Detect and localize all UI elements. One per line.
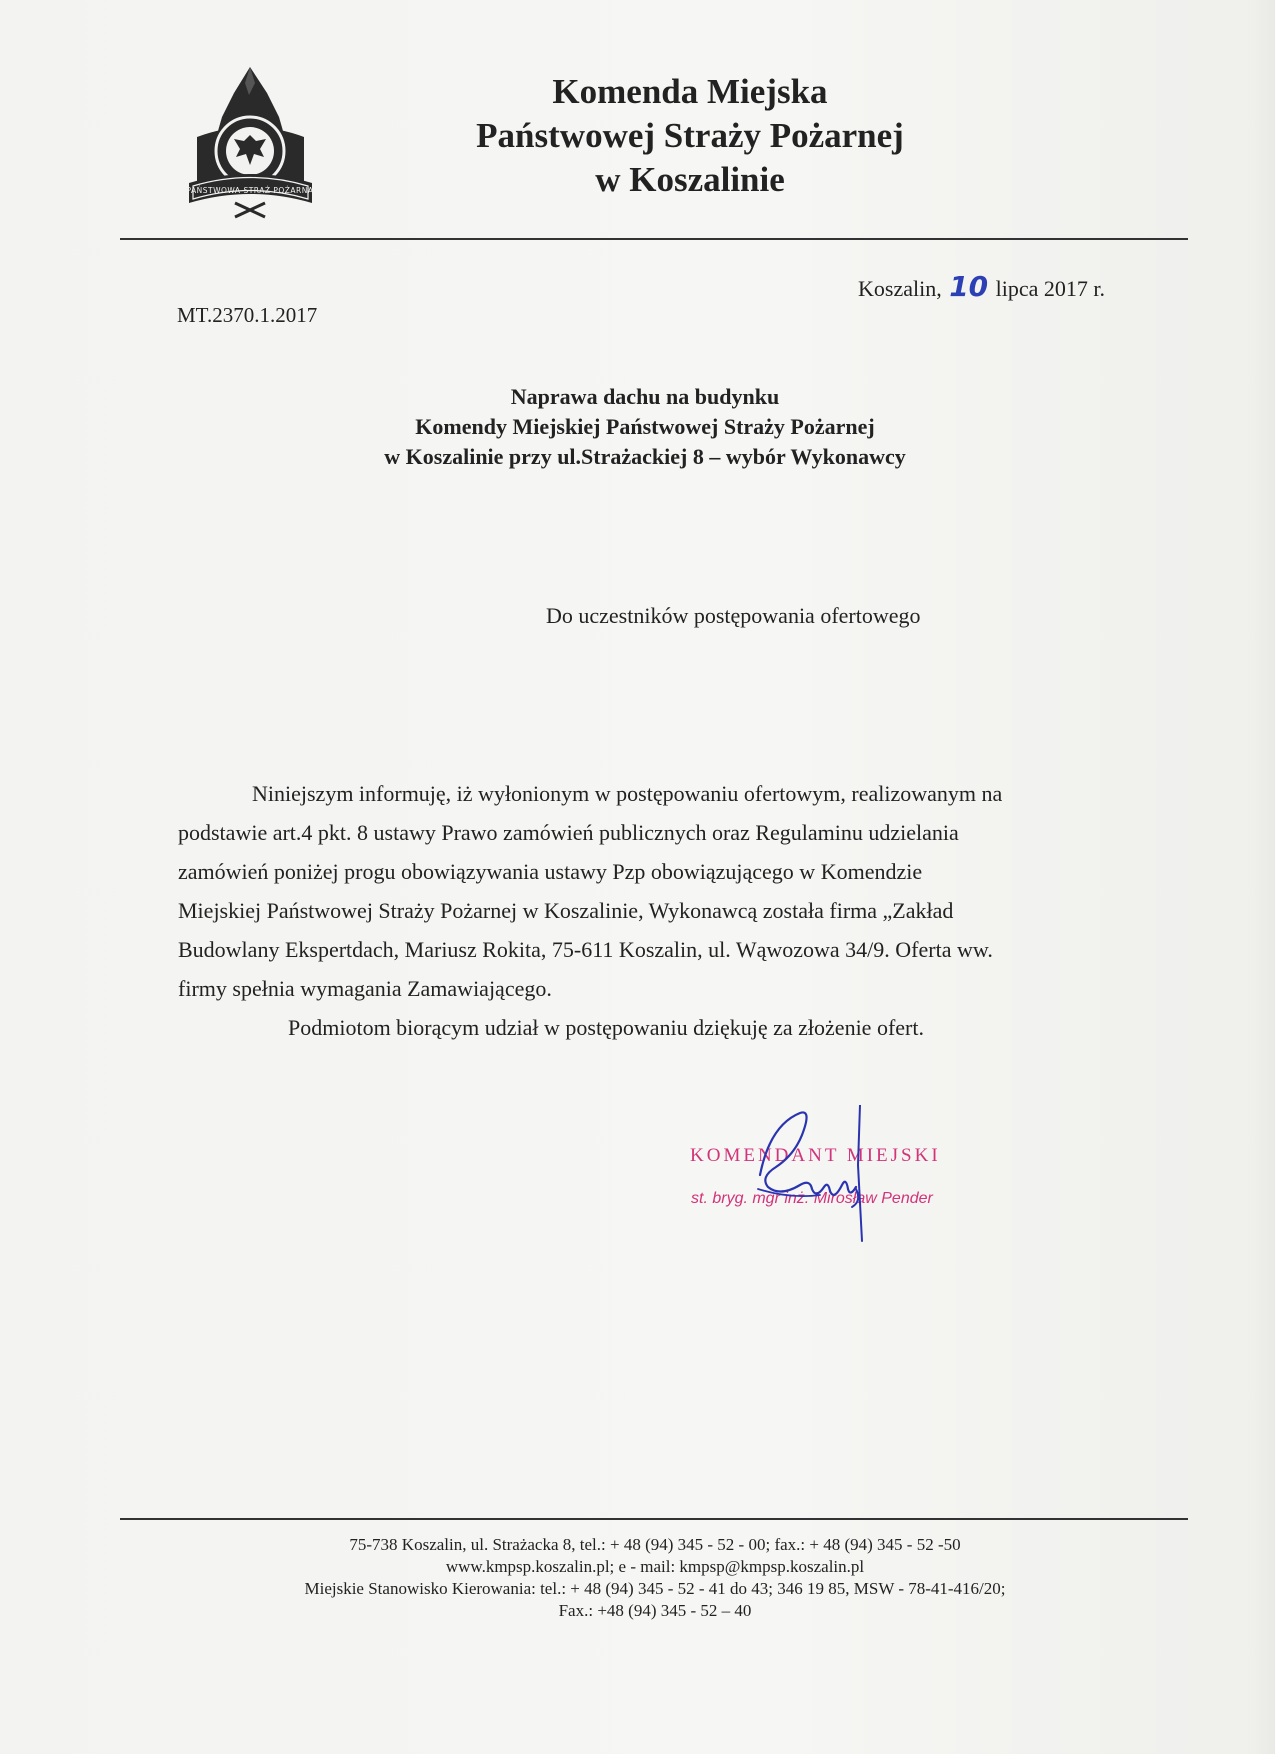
reference-number: MT.2370.1.2017 bbox=[177, 303, 318, 327]
footer-web-email-line: www.kmpsp.koszalin.pl; e - mail: kmpsp@kmpsp.koszalin.pl bbox=[445, 1557, 865, 1576]
addressee: Do uczestników postępowania ofertowego bbox=[546, 603, 921, 628]
subject-line-1: Naprawa dachu na budynku bbox=[510, 384, 780, 409]
body-line: podstawie art.4 pkt. 8 ustawy Prawo zamówień publicznych oraz Regulaminu udzielania bbox=[178, 820, 959, 845]
footer-fax-line: Fax.: +48 (94) 345 - 52 – 40 bbox=[558, 1601, 752, 1620]
body-line: firmy spełnia wymagania Zamawiającego. bbox=[178, 976, 552, 1001]
letter-body bbox=[178, 774, 1178, 1047]
header-divider bbox=[120, 238, 1188, 240]
date-month-year: lipca 2017 r. bbox=[995, 276, 1106, 301]
date-place: Koszalin, bbox=[858, 276, 942, 301]
stamp-signatory-name: st. bryg. mgr inż. Mirosław Pender bbox=[691, 1190, 933, 1207]
org-name-line-1: Komenda Miejska bbox=[552, 72, 828, 111]
letter-date bbox=[858, 270, 1105, 303]
footer-divider bbox=[120, 1518, 1188, 1520]
date-day-handwritten: 10 bbox=[949, 270, 989, 303]
body-line: zamówień poniżej progu obowiązywania ustawy Pzp obowiązującego w Komendzie bbox=[178, 859, 923, 884]
page-edge-shadow bbox=[1253, 0, 1275, 1754]
letter-footer bbox=[150, 1534, 1160, 1622]
org-name-line-3: w Koszalinie bbox=[595, 160, 785, 199]
fire-service-emblem-logo bbox=[183, 65, 318, 220]
body-line: Podmiotom biorącym udział w postępowaniu dziękuję za złożenie ofert. bbox=[288, 1015, 924, 1040]
body-line: Budowlany Ekspertdach, Mariusz Rokita, 75-611 Koszalin, ul. Wąwozowa 34/9. Oferta ww. bbox=[178, 937, 993, 962]
footer-command-post-line: Miejskie Stanowisko Kierowania: tel.: + 48 (94) 345 - 52 - 41 do 43; 346 19 85, MSW - 78-41-416/20; bbox=[304, 1579, 1006, 1598]
letter-subject bbox=[300, 382, 990, 472]
subject-line-3: w Koszalinie przy ul.Strażackiej 8 – wybór Wykonawcy bbox=[384, 444, 906, 469]
organization-name bbox=[430, 70, 950, 202]
handwritten-signature bbox=[740, 1105, 880, 1245]
emblem-lettering: PAŃSTWOWA STRAŻ POŻARNA bbox=[186, 186, 314, 195]
stamp-title: KOMENDANT MIEJSKI bbox=[690, 1145, 941, 1166]
body-line: Niniejszym informuję, iż wyłonionym w postępowaniu ofertowym, realizowanym na bbox=[252, 781, 1003, 806]
body-line: Miejskiej Państwowej Straży Pożarnej w Koszalinie, Wykonawcą została firma „Zakład bbox=[178, 898, 954, 923]
subject-line-2: Komendy Miejskiej Państwowej Straży Pożarnej bbox=[415, 414, 875, 439]
org-name-line-2: Państwowej Straży Pożarnej bbox=[476, 116, 904, 155]
footer-address-line: 75-738 Koszalin, ul. Strażacka 8, tel.: + 48 (94) 345 - 52 - 00; fax.: + 48 (94) 345 - 52 -50 bbox=[349, 1535, 961, 1554]
